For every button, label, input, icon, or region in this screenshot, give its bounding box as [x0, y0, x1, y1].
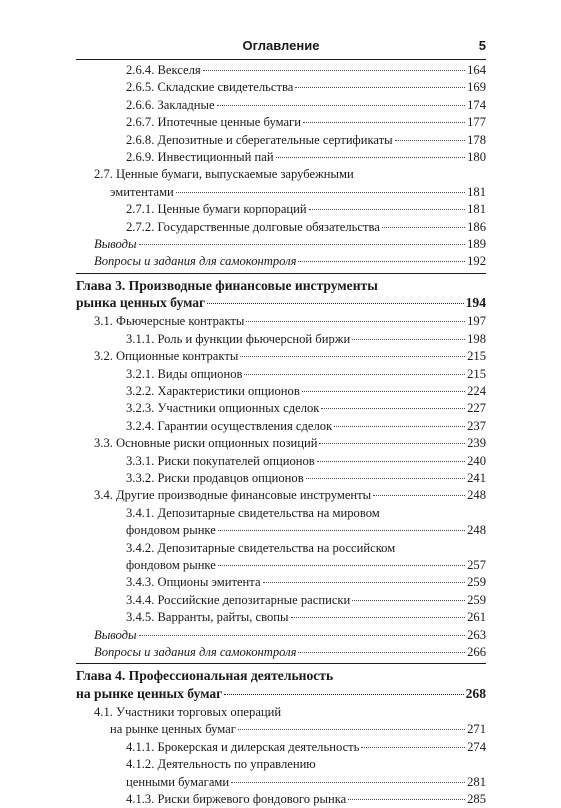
dot-leader — [244, 374, 465, 375]
dot-leader — [217, 105, 466, 106]
toc-page-number: 248 — [467, 523, 486, 538]
toc-entry-title: 3.3. Основные риски опционных позиций — [94, 436, 318, 451]
toc-entry[interactable] — [76, 435, 486, 452]
toc-page-number: 274 — [467, 739, 486, 754]
dot-leader — [298, 261, 465, 262]
dot-leader — [224, 694, 463, 695]
toc-chapter[interactable] — [76, 667, 486, 702]
toc-page-number: 197 — [467, 314, 486, 329]
toc-entry-title: фондовом рынке — [126, 557, 216, 572]
toc-page-number: 180 — [467, 149, 486, 164]
toc-entry[interactable] — [76, 704, 486, 739]
toc-entry[interactable] — [76, 236, 486, 253]
dot-leader — [295, 87, 465, 88]
toc-entry[interactable] — [76, 253, 486, 270]
dot-leader — [207, 303, 463, 304]
toc-page-number: 169 — [467, 80, 486, 95]
toc-entry[interactable] — [76, 383, 486, 400]
toc-page-number: 261 — [467, 610, 486, 625]
dot-leader — [139, 635, 466, 636]
toc-page-number: 177 — [467, 115, 486, 130]
toc-entry-title: 2.6.7. Ипотечные ценные бумаги — [126, 115, 301, 130]
toc-entry-title: 3.2. Опционные контракты — [94, 349, 239, 364]
header-title: Оглавление — [242, 38, 320, 53]
toc-page-number: 181 — [467, 202, 486, 217]
toc-page-number: 237 — [467, 418, 486, 433]
toc-entry-title: Вопросы и задания для самоконтроля — [94, 644, 297, 659]
dot-leader — [246, 321, 465, 322]
toc-entry-title-line: Глава 3. Производные финансовые инструменты — [76, 277, 378, 293]
toc-entry-title-line: Глава 4. Профессиональная деятельность — [76, 668, 334, 684]
toc-entry-title: 3.4. Другие производные финансовые инструменты — [94, 488, 372, 503]
toc-entry[interactable] — [76, 739, 486, 756]
toc-page-number: 268 — [465, 685, 486, 701]
toc-entry-title: Вопросы и задания для самоконтроля — [94, 254, 297, 269]
toc-page-number: 227 — [467, 401, 486, 416]
toc-entry-title: 3.3.2. Риски продавцов опционов — [126, 470, 304, 485]
dot-leader — [263, 582, 466, 583]
toc-entry[interactable] — [76, 97, 486, 114]
toc-entry-title: 2.6.5. Складские свидетельства — [126, 80, 294, 95]
toc-entry-title: 3.2.2. Характеристики опционов — [126, 384, 300, 399]
dot-leader — [303, 122, 465, 123]
toc-page-number: 271 — [467, 722, 486, 737]
toc-entry-title: 3.4.3. Опционы эмитента — [126, 575, 261, 590]
toc-entry[interactable] — [76, 453, 486, 470]
dot-leader — [352, 339, 465, 340]
running-header — [76, 38, 486, 58]
toc-page-number: 240 — [467, 453, 486, 468]
toc-entry-title: 3.2.1. Виды опционов — [126, 366, 243, 381]
toc-entry-title: 3.4.4. Российские депозитарные расписки — [126, 592, 351, 607]
toc-page-number: 281 — [467, 774, 486, 789]
toc-entry[interactable] — [76, 62, 486, 79]
toc-page-number: 189 — [467, 236, 486, 251]
toc-page-number: 194 — [465, 295, 486, 311]
toc-entry[interactable] — [76, 756, 486, 791]
toc-page-number: 239 — [467, 436, 486, 451]
toc-page-number: 174 — [467, 97, 486, 112]
toc-entry-title: 4.1.1. Брокерская и дилерская деятельность — [126, 739, 360, 754]
dot-leader — [306, 478, 465, 479]
toc-entry-title: 2.6.6. Закладные — [126, 97, 215, 112]
dot-leader — [291, 617, 466, 618]
toc-entry[interactable] — [76, 366, 486, 383]
toc-page-number: 248 — [467, 488, 486, 503]
toc-page-number: 198 — [467, 331, 486, 346]
toc-entry[interactable] — [76, 219, 486, 236]
toc-entry[interactable] — [76, 505, 486, 540]
toc-entry-title: ценными бумагами — [126, 774, 230, 789]
dot-leader — [321, 408, 465, 409]
toc-page-number: 266 — [467, 644, 486, 659]
dot-leader — [176, 192, 465, 193]
dot-leader — [373, 495, 465, 496]
toc-entry-title: фондовом рынке — [126, 523, 216, 538]
toc-entry[interactable] — [76, 400, 486, 417]
toc-entry-title: 2.7.1. Ценные бумаги корпораций — [126, 202, 307, 217]
toc-entry[interactable] — [76, 487, 486, 504]
dot-leader — [395, 140, 465, 141]
toc-entry-title-line: 3.4.1. Депозитарные свидетельства на мировом — [126, 505, 380, 520]
toc-entry[interactable] — [76, 470, 486, 487]
chapter-separator-rule — [76, 273, 486, 274]
dot-leader — [302, 391, 465, 392]
dot-leader — [218, 530, 465, 531]
header-rule — [76, 59, 486, 60]
toc-entry-title-line: 4.1. Участники торговых операций — [94, 705, 282, 720]
toc-page-number: 186 — [467, 219, 486, 234]
toc-entry-title: эмитентами — [110, 184, 174, 199]
toc-entry-title: Выводы — [94, 627, 137, 642]
toc-entry-title: 3.2.3. Участники опционных сделок — [126, 401, 320, 416]
dot-leader — [203, 70, 465, 71]
dot-leader — [238, 729, 465, 730]
toc-page-number: 178 — [467, 132, 486, 147]
toc-page-number: 181 — [467, 184, 486, 199]
toc-entry[interactable] — [76, 574, 486, 591]
toc-page-number: 263 — [467, 627, 486, 642]
dot-leader — [317, 461, 465, 462]
toc-page-number: 285 — [467, 792, 486, 807]
dot-leader — [382, 227, 465, 228]
toc-entry[interactable] — [76, 644, 486, 661]
toc-entry-title: 3.3.1. Риски покупателей опционов — [126, 453, 315, 468]
toc-page-number: 192 — [467, 254, 486, 269]
toc-entry-title-line: 2.7. Ценные бумаги, выпускаемые зарубежными — [94, 167, 354, 182]
toc-entry-title: 2.6.9. Инвестиционный пай — [126, 149, 274, 164]
toc-entry-title: Выводы — [94, 236, 137, 251]
dot-leader — [352, 600, 465, 601]
toc-entry[interactable] — [76, 592, 486, 609]
toc-entry[interactable] — [76, 540, 486, 575]
toc-entry-title: на рынке ценных бумаг — [76, 685, 223, 701]
toc-page-number: 259 — [467, 575, 486, 590]
dot-leader — [319, 443, 465, 444]
dot-leader — [231, 782, 465, 783]
dot-leader — [276, 157, 466, 158]
toc-entry-title: на рынке ценных бумаг — [110, 722, 236, 737]
toc-entry-title: 2.6.4. Векселя — [126, 63, 201, 77]
toc-page-number: 215 — [467, 349, 486, 364]
toc-entry[interactable] — [76, 132, 486, 149]
toc-entry-title: 3.4.5. Варранты, райты, свопы — [126, 610, 289, 625]
dot-leader — [218, 565, 465, 566]
toc-page-number: 259 — [467, 592, 486, 607]
toc-entry[interactable] — [76, 166, 486, 201]
toc-entry-title: 3.1. Фьючерсные контракты — [94, 314, 245, 329]
toc-entry-title: 2.7.2. Государственные долговые обязательства — [126, 219, 380, 234]
toc-entry[interactable] — [76, 627, 486, 644]
toc-entry-title: рынка ценных бумаг — [76, 295, 206, 311]
dot-leader — [139, 244, 466, 245]
chapter-separator-rule — [76, 663, 486, 664]
toc-entry-title-line: 4.1.2. Деятельность по управлению — [126, 757, 316, 772]
toc-entry-title: 3.2.4. Гарантии осуществления сделок — [126, 418, 333, 433]
dot-leader — [361, 747, 465, 748]
toc-entry-title: 3.1.1. Роль и функции фьючерсной биржи — [126, 331, 351, 346]
toc-entry-title: 2.6.8. Депозитные и сберегательные сертификаты — [126, 132, 393, 147]
header-page-number: 5 — [478, 38, 486, 53]
toc-entry[interactable] — [76, 418, 486, 435]
toc-entry[interactable] — [76, 114, 486, 131]
toc-entry-title-line: 3.4.2. Депозитарные свидетельства на российском — [126, 540, 396, 555]
toc-entry[interactable] — [76, 201, 486, 218]
dot-leader — [309, 209, 465, 210]
dot-leader — [240, 356, 465, 357]
toc-entry-title: 4.1.3. Риски биржевого фондового рынка — [126, 792, 347, 807]
toc-page-number: 257 — [467, 557, 486, 572]
toc-entry[interactable] — [76, 331, 486, 348]
toc-page-number: 224 — [467, 384, 486, 399]
toc-entry[interactable] — [76, 313, 486, 330]
toc-page-number: 164 — [467, 63, 486, 77]
toc-entry[interactable] — [76, 149, 486, 166]
toc-page-number: 241 — [467, 470, 486, 485]
table-of-contents — [76, 62, 486, 808]
toc-entry[interactable] — [76, 348, 486, 365]
toc-entry[interactable] — [76, 609, 486, 626]
toc-page-number: 215 — [467, 366, 486, 381]
toc-chapter[interactable] — [76, 277, 486, 312]
dot-leader — [334, 426, 465, 427]
toc-entry[interactable] — [76, 79, 486, 96]
dot-leader — [298, 652, 465, 653]
